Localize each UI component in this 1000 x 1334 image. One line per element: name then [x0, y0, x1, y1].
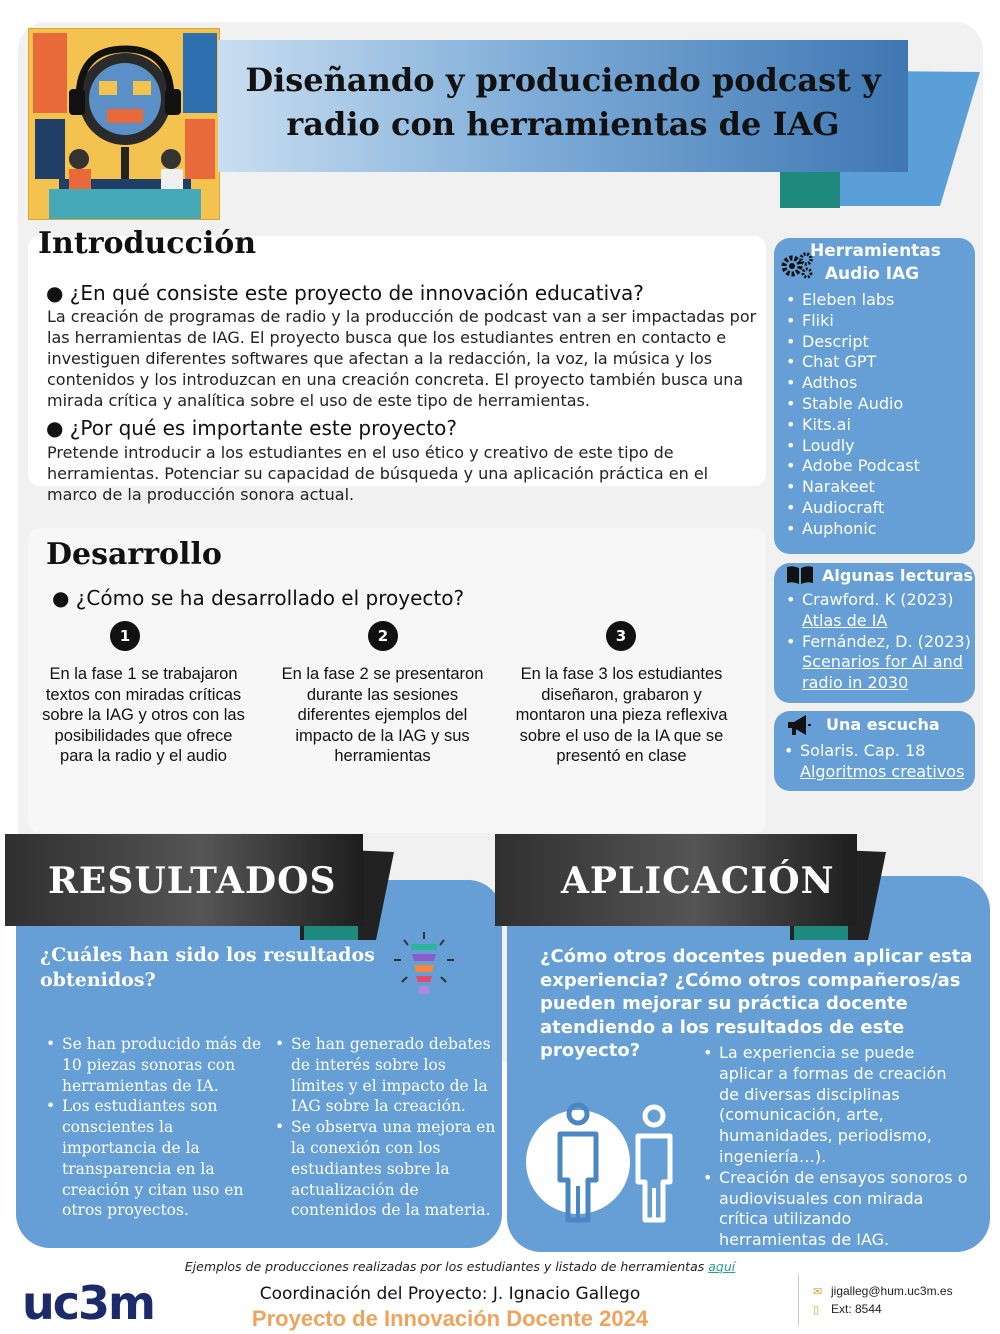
- list-item: • Se observa una mejora en la conexión con los estudiantes sobre la actualización de contenidos de la materia.: [271, 1117, 503, 1221]
- project-label: Proyecto de Innovación Docente 2024: [251, 1306, 649, 1331]
- list-item: • Auphonic: [784, 519, 920, 540]
- intro-heading: Introducción: [38, 226, 257, 261]
- application-list: [701, 1043, 981, 1251]
- application-banner-title: APLICACIÓN: [561, 860, 835, 902]
- list-item: • Se han producido más de 10 piezas sonoras con herramientas de IA.: [42, 1034, 272, 1096]
- listen-link[interactable]: Algoritmos creativos: [800, 761, 965, 781]
- list-item: • Fernández, D. (2023) Scenarios for AI and radio in 2030: [784, 632, 971, 694]
- coordinator: Coordinación del Proyecto: J. Ignacio Gallego: [259, 1284, 641, 1304]
- contact-ext: ▯ Ext: 8544: [813, 1302, 882, 1316]
- list-item: • Descript: [784, 332, 920, 353]
- application-question: ¿Cómo otros docentes pueden aplicar esta experiencia? ¿Cómo otros compañeros/as pueden mejorar su práctica docente atendiendo a los resultados de este proyecto?: [540, 946, 973, 1061]
- list-item: • Narakeet: [784, 477, 920, 498]
- phase-3-text: En la fase 3 los estudiantes diseñaron, grabaron y montaron una pieza reflexiva sobre el uso de la IA que se presentó en clase: [515, 665, 728, 765]
- gears-icon: [780, 250, 814, 280]
- list-item: • Creación de ensayos sonoros o audiovisuales con mirada crítica utilizando herramientas de IAG.: [701, 1168, 981, 1251]
- tools-panel: [774, 238, 975, 554]
- results-list-2: [271, 1034, 503, 1221]
- uc3m-logo: uc3m: [22, 1276, 154, 1330]
- list-item: • Solaris. Cap. 18 Algoritmos creativos: [782, 741, 964, 783]
- podcast-illustration: [28, 28, 220, 220]
- phase-1-text: En la fase 1 se trabajaron textos con miradas críticas sobre la IAG y otros con las posibilidades que ofrece para la radio y el audio: [42, 665, 245, 765]
- results-banner-title: RESULTADOS: [48, 860, 337, 902]
- footer-note: Ejemplos de producciones realizadas por los estudiantes y listado de herramientas aquí: [184, 1259, 736, 1274]
- results-list-1: [42, 1034, 272, 1221]
- list-item: • Audiocraft: [784, 498, 920, 519]
- contact-box: [798, 1274, 988, 1326]
- list-item: • Stable Audio: [784, 394, 920, 415]
- list-item: • Los estudiantes son conscientes la importancia de la transparencia en la creación y citan uso en otros proyectos.: [42, 1096, 272, 1221]
- development-question: ● ¿Cómo se ha desarrollado el proyecto?: [52, 586, 465, 610]
- list-item: • Crawford. K (2023) Atlas de IA: [784, 590, 971, 632]
- list-item: • Adobe Podcast: [784, 456, 920, 477]
- page-title: Diseñando y produciendo podcast y radio con herramientas de IAG: [245, 61, 881, 143]
- readings-title: Algunas lecturas: [822, 566, 974, 585]
- intro-question-2: ● ¿Por qué es importante este proyecto?: [46, 416, 457, 440]
- phase-1-number: 1: [110, 621, 140, 651]
- footer-link[interactable]: aquí: [708, 1259, 736, 1274]
- intro-question-1: ● ¿En qué consiste este proyecto de innovación educativa?: [46, 281, 644, 305]
- tools-title: Herramientas Audio IAG: [810, 241, 941, 284]
- readings-list: [784, 590, 971, 694]
- intro-paragraph-2: Pretende introducir a los estudiantes en el uso ético y creativo de este tipo de herramientas. Potenciar su capacidad de búsqueda y una aplicación práctica en el marco de la producción sonora actual.: [47, 443, 709, 504]
- results-question: ¿Cuáles han sido los resultados obtenidos?: [40, 944, 375, 991]
- book-icon: [786, 565, 814, 585]
- list-item: • Se han generado debates de interés sobre los límites y el impacto de la IAG sobre la creación.: [271, 1034, 503, 1117]
- phase-3-number: 3: [606, 621, 636, 651]
- phase-2-number: 2: [368, 621, 398, 651]
- intro-paragraph-1: La creación de programas de radio y la producción de podcast van a ser impactadas por las herramientas de IAG. El proyecto busca que los estudiantes entren en contacto e investiguen diferentes softwares que afectan a la redacción, la voz, la música y los contenidos y los introduzcan en una creación concreta. El proyecto también busca una mirada crítica y analítica sobre el uso de este tipo de herramientas.: [47, 307, 757, 410]
- listen-panel: [774, 711, 975, 791]
- listen-list: [782, 741, 964, 783]
- list-item: • Fliki: [784, 311, 920, 332]
- reading-link-scenarios[interactable]: Scenarios for AI and radio in 2030: [802, 652, 963, 693]
- list-item: • Kits.ai: [784, 415, 920, 436]
- list-item: • Adthos: [784, 373, 920, 394]
- phone-icon: ▯: [813, 1304, 820, 1316]
- list-item: • Chat GPT: [784, 352, 920, 373]
- list-item: • Eleben labs: [784, 290, 920, 311]
- tools-list: [784, 290, 920, 540]
- list-item: • Loudly: [784, 436, 920, 457]
- megaphone-icon: [786, 714, 812, 736]
- phase-2-text: En la fase 2 se presentaron durante las sesiones diferentes ejemplos del impacto de la IAG y sus herramientas: [281, 665, 484, 765]
- contact-email[interactable]: ✉ jigalleg@hum.uc3m.es: [813, 1284, 953, 1298]
- mail-icon: ✉: [813, 1286, 823, 1298]
- list-item: • La experiencia se puede aplicar a formas de creación de diversas disciplinas (comunicación, arte, humanidades, periodismo, ingeniería…).: [701, 1043, 981, 1168]
- people-icon: [526, 1098, 692, 1226]
- lightbulb-icon: [392, 930, 456, 1004]
- development-heading: Desarrollo: [46, 537, 222, 572]
- readings-panel: [774, 563, 975, 703]
- listen-title: Una escucha: [826, 715, 940, 734]
- reading-link-atlas[interactable]: Atlas de IA: [802, 610, 888, 630]
